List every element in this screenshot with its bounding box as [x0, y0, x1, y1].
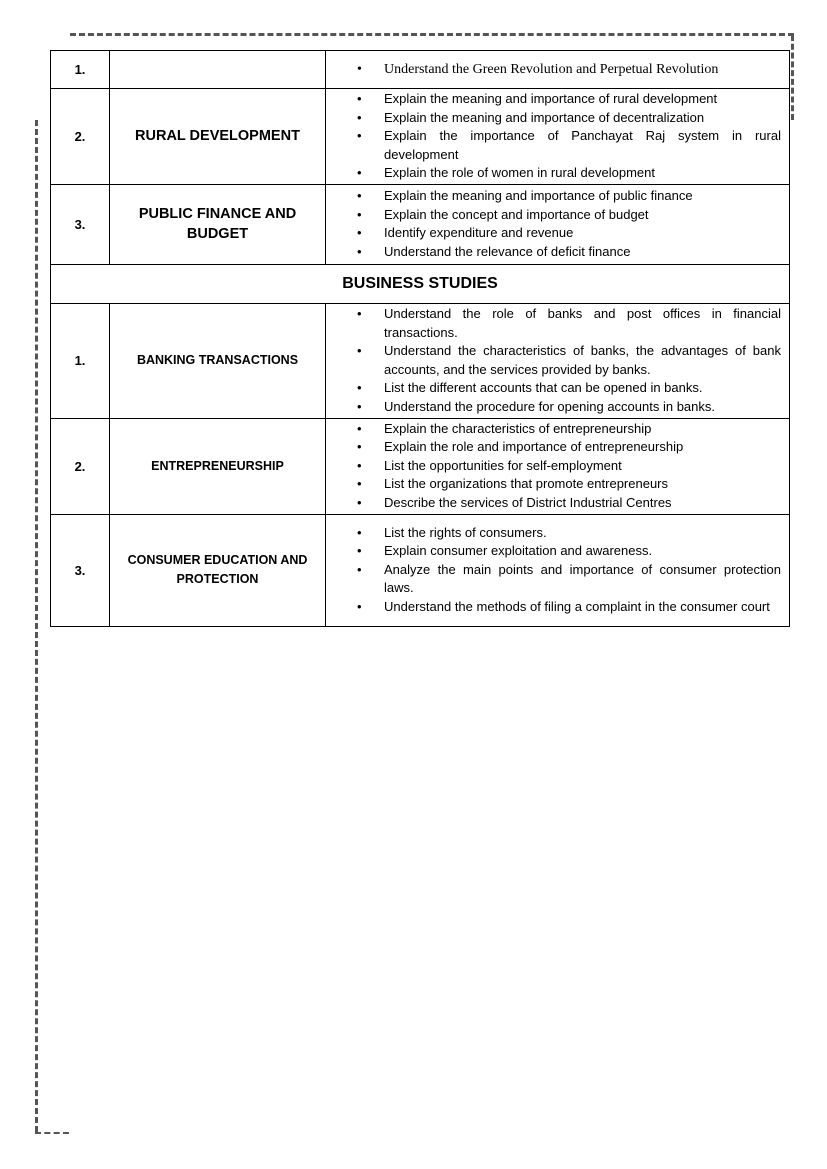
section-heading-row [51, 264, 790, 303]
unit-topic: PUBLIC FINANCE AND BUDGET [110, 184, 326, 264]
objectives-list [326, 304, 789, 418]
unit-number: 2. [51, 89, 110, 185]
table-row [51, 51, 790, 89]
list-item: • Understand the role of banks and post offices in financial transactions. [326, 305, 781, 342]
list-item: • Identify expenditure and revenue [326, 224, 781, 243]
list-item: • Explain the meaning and importance of public finance [326, 187, 781, 206]
objectives-list [326, 89, 789, 184]
table-row [51, 184, 790, 264]
unit-number: 3. [51, 514, 110, 626]
list-item: • Explain the role of women in rural development [326, 164, 781, 183]
list-item: • Explain consumer exploitation and awareness. [326, 542, 781, 561]
objectives-cell [326, 514, 790, 626]
objectives-cell [326, 418, 790, 514]
unit-topic: ENTREPRENEURSHIP [110, 418, 326, 514]
page-border-top [70, 33, 794, 36]
list-item: • Understand the relevance of deficit finance [326, 243, 781, 262]
list-item: • Understand the procedure for opening accounts in banks. [326, 398, 781, 417]
objectives-cell [326, 89, 790, 185]
objectives-cell [326, 303, 790, 418]
list-item: • Explain the importance of Panchayat Raj system in rural development [326, 127, 781, 164]
unit-number: 3. [51, 184, 110, 264]
list-item: • Explain the characteristics of entrepreneurship [326, 420, 781, 439]
list-item: • List the organizations that promote entrepreneurs [326, 475, 781, 494]
objectives-list [326, 59, 789, 81]
table-row [51, 303, 790, 418]
list-item: • List the different accounts that can be opened in banks. [326, 379, 781, 398]
unit-number: 1. [51, 303, 110, 418]
table-row [51, 514, 790, 626]
page-border-left [35, 120, 38, 1132]
table-row [51, 418, 790, 514]
objectives-cell [326, 184, 790, 264]
unit-topic [110, 51, 326, 89]
list-item: • Explain the concept and importance of budget [326, 206, 781, 225]
list-item: • List the opportunities for self-employment [326, 457, 781, 476]
page-border-bottom [35, 1132, 69, 1134]
list-item: • Describe the services of District Industrial Centres [326, 494, 781, 513]
list-item: • Understand the characteristics of banks, the advantages of bank accounts, and the services provided by banks. [326, 342, 781, 379]
page-border-right [791, 35, 794, 120]
list-item: • List the rights of consumers. [326, 524, 781, 543]
section-title: BUSINESS STUDIES [51, 264, 790, 303]
unit-number: 2. [51, 418, 110, 514]
objectives-list [326, 186, 789, 262]
unit-number: 1. [51, 51, 110, 89]
unit-topic: BANKING TRANSACTIONS [110, 303, 326, 418]
unit-topic: RURAL DEVELOPMENT [110, 89, 326, 185]
objectives-list [326, 523, 789, 618]
list-item: • Understand the Green Revolution and Perpetual Revolution [326, 60, 781, 80]
list-item: • Understand the methods of filing a complaint in the consumer court [326, 598, 781, 617]
list-item: • Explain the meaning and importance of rural development [326, 90, 781, 109]
unit-topic: CONSUMER EDUCATION AND PROTECTION [110, 514, 326, 626]
objectives-list [326, 419, 789, 514]
list-item: • Explain the meaning and importance of decentralization [326, 109, 781, 128]
list-item: • Analyze the main points and importance of consumer protection laws. [326, 561, 781, 598]
table-row [51, 89, 790, 185]
objectives-cell [326, 51, 790, 89]
list-item: • Explain the role and importance of entrepreneurship [326, 438, 781, 457]
syllabus-table [50, 50, 790, 627]
